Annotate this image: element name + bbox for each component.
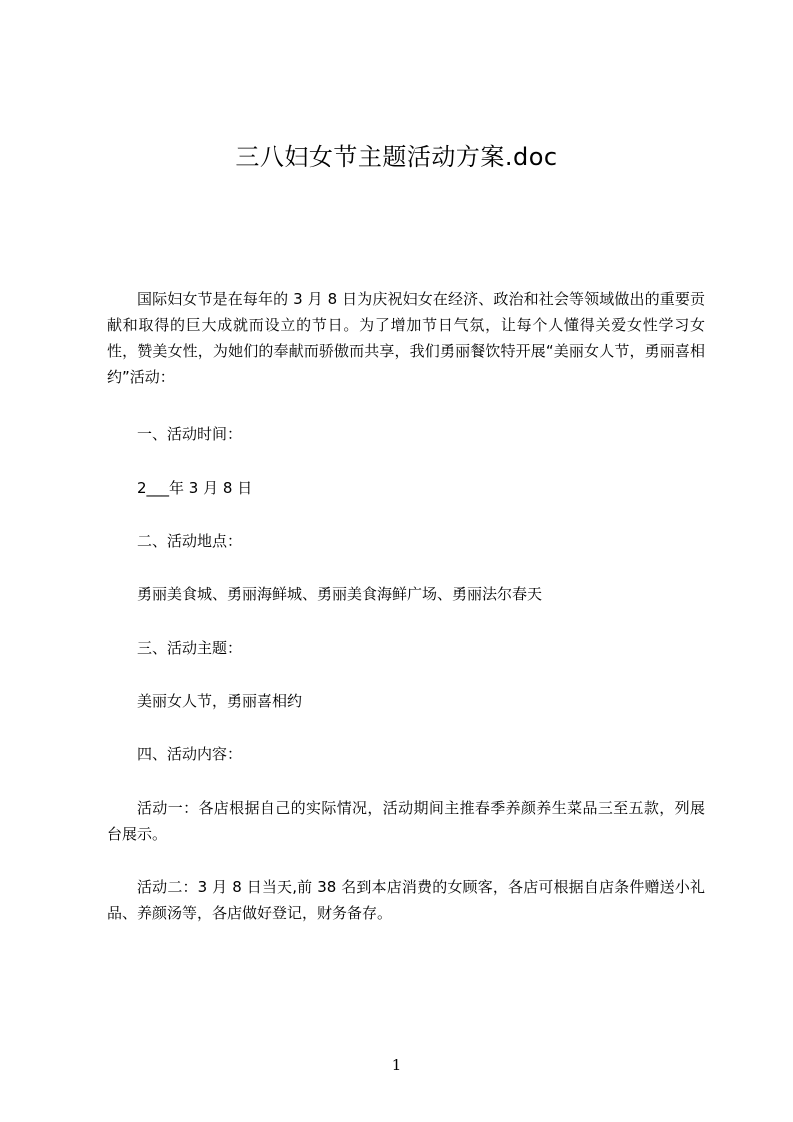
activity-one-paragraph: 活动一：各店根据自己的实际情况，活动期间主推春季养颜养生菜品三至五款，列展台展示。 <box>107 799 705 843</box>
activity-two-paragraph: 活动二：3 月 8 日当天,前 38 名到本店消费的女顾客，各店可根据自店条件赠送小礼品、养颜汤等，各店做好登记，财务备存。 <box>107 878 705 922</box>
section-content-theme: 美丽女人节，勇丽喜相约 <box>137 692 303 710</box>
section-heading-time: 一、活动时间： <box>137 425 243 443</box>
page-number: 1 <box>391 1056 402 1074</box>
section-heading-theme: 三、活动主题： <box>137 639 243 657</box>
section-heading-content: 四、活动内容： <box>137 745 243 763</box>
document-title: 三八妇女节主题活动方案.doc <box>235 143 558 171</box>
intro-paragraph: 国际妇女节是在每年的 3 月 8 日为庆祝妇女在经济、政治和社会等领域做出的重要贡献和取得的巨大成就而设立的节日。为了增加节日气氛，让每个人懂得关爱女性学习女性，赞美女性，为她们的奉献而骄傲而共享，我们勇丽餐饮特开展“美丽女人节，勇丽喜相约”活动： <box>107 290 705 386</box>
section-heading-location: 二、活动地点： <box>137 532 243 550</box>
section-content-location: 勇丽美食城、勇丽海鲜城、勇丽美食海鲜广场、勇丽法尔春天 <box>137 585 543 603</box>
section-content-time: 2___年 3 月 8 日 <box>137 479 253 497</box>
